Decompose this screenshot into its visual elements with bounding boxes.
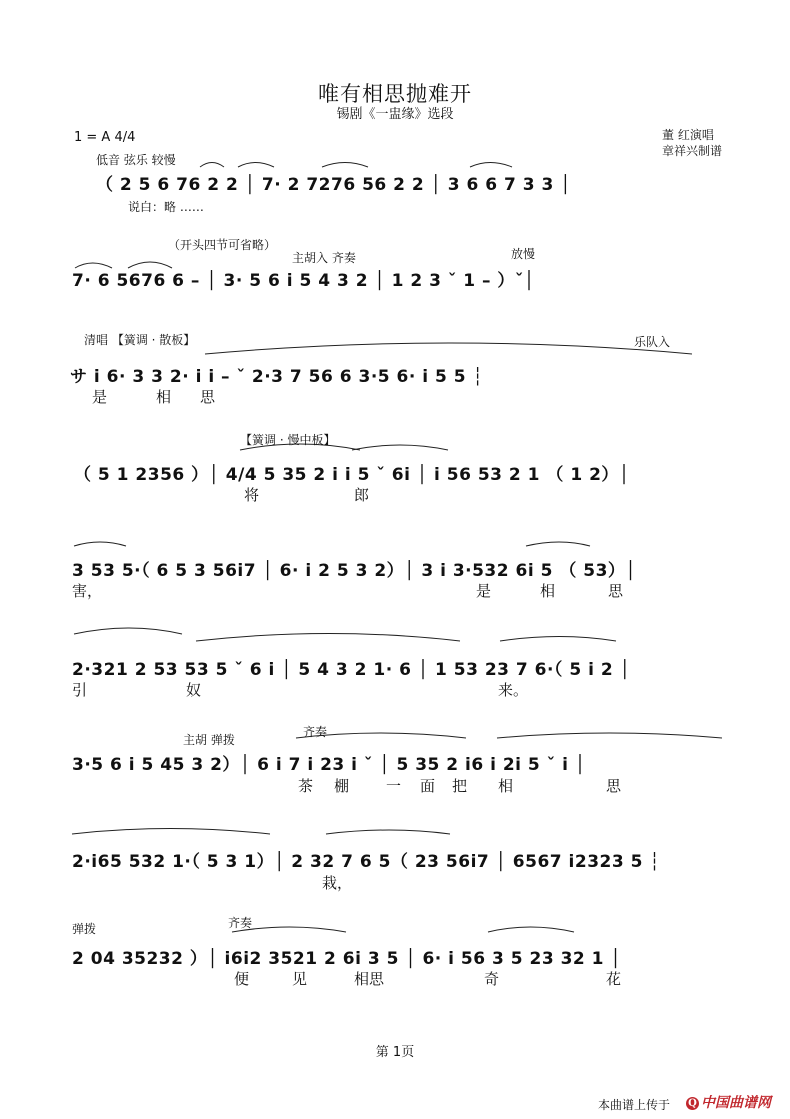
lyric: 奴 (186, 681, 202, 699)
notation-line-4: （ 5 1 2356 ）│ 4/4 5 35 2 i i 5 ˇ 6i │ i 56 53 2 1 （ 1 2）│ (74, 465, 630, 485)
lyric: 思 (608, 582, 624, 600)
notation-line-3: サ i 6· 3 3 2· i i – ˇ 2·3 7 56 6 3·5 6· i 5 5 ┆ (70, 367, 484, 387)
slur (200, 163, 224, 168)
lyric: 害， (72, 582, 103, 600)
lyric: 相 (498, 777, 514, 795)
slur (526, 542, 590, 546)
lyric: 是 (476, 582, 492, 600)
lyric: 把 (452, 777, 468, 795)
lyric: 栽， (322, 874, 353, 892)
lyric: 相 (540, 582, 556, 600)
notation-line-6: 2·321 2 53 53 5 ˇ 6 i │ 5 4 3 2 1· 6 │ 1 53 23 7 6·（ 5 i 2 │ (72, 660, 631, 680)
slur (74, 542, 126, 546)
lyric: 棚 (334, 777, 350, 795)
notation-line-5: 3 53 5·（ 6 5 3 56i7 │ 6· i 2 5 3 2）│ 3 i 3·532 6i 5 （ 53）│ (72, 561, 637, 581)
key-signature: 1 = A 4/4 (74, 130, 136, 145)
slur (238, 163, 274, 168)
upload-note: 本曲谱上传于 (598, 1098, 671, 1112)
slur (470, 163, 512, 168)
annotation: 低音 弦乐 较慢 (96, 153, 176, 167)
slur (205, 343, 692, 354)
annotation: 放慢 (511, 247, 536, 261)
slur (326, 830, 450, 834)
slur (488, 927, 574, 932)
annotation: 乐队入 (634, 335, 671, 349)
lyric: 见 (292, 970, 308, 988)
lyric: 一 (386, 777, 402, 795)
lyric: 面 (420, 777, 436, 795)
slur (352, 445, 448, 450)
notation-line-2: 7· 6 5676 6 – │ 3· 5 6 i 5 4 3 2 │ 1 2 3 ˇ 1 – ）ˇ│ (72, 271, 535, 291)
lyric: 郎 (354, 486, 370, 504)
lyric: 是 (92, 388, 108, 406)
performer-credit: 董 红演唱 (662, 128, 714, 142)
lyric: 相 (156, 388, 172, 406)
page-subtitle: 锡剧《一盅缘》选段 (336, 107, 454, 122)
lyric: 茶 (298, 777, 314, 795)
lyric: 便 (234, 970, 250, 988)
spoken-aside: 说白：略 …… (128, 200, 204, 214)
slur (497, 733, 722, 738)
arranger-credit: 章祥兴制谱 (662, 144, 723, 158)
annotation: 齐奏 (303, 725, 328, 739)
annotation: 清唱 【簧调 · 散板】 (84, 333, 196, 347)
logo-mark-icon: Q (686, 1097, 699, 1110)
lyric: 来。 (498, 681, 529, 699)
lyric: 相思 (354, 970, 385, 988)
logo-text: 中国曲谱网 (701, 1095, 771, 1111)
notation-line-9: 2 04 35232 ）│ i6i2 3521 2 6i 3 5 │ 6· i 56 3 5 23 32 1 │ (72, 949, 622, 969)
lyric: 奇 (484, 970, 500, 988)
notation-line-8: 2·i65 532 1·（ 5 3 1）│ 2 32 7 6 5（ 23 56i7 │ 6567 i2323 5 ┆ (72, 852, 661, 872)
page-title: 唯有相思抛难开 (318, 82, 472, 106)
slur (196, 634, 460, 642)
lyric: 引 (72, 681, 88, 699)
notation-line-1: （ 2 5 6 76 2 2 │ 7· 2 7276 56 2 2 │ 3 6 6 7 3 3 │ (96, 175, 572, 195)
lyric: 思 (200, 388, 216, 406)
slur (500, 637, 616, 642)
annotation: （开头四节可省略） (168, 238, 277, 252)
page-number: 第 1页 (375, 1045, 415, 1060)
annotation: 齐奏 (228, 916, 253, 930)
slur (72, 829, 270, 835)
lyric: 花 (606, 970, 622, 988)
slur (322, 163, 368, 168)
annotation: 弹拨 (72, 922, 97, 936)
site-logo[interactable] (686, 1092, 771, 1112)
lyric: 思 (606, 777, 622, 795)
annotation: 主胡入 齐奏 (292, 251, 356, 265)
annotation: 主胡 弹拨 (183, 733, 235, 747)
lyric: 将 (244, 486, 260, 504)
notation-line-7: 3·5 6 i 5 45 3 2）│ 6 i 7 i 23 i ˇ │ 5 35 2 i6 i 2i 5 ˇ i │ (72, 755, 586, 775)
annotation: 【簧调 · 慢中板】 (240, 433, 336, 447)
slur (74, 628, 182, 634)
